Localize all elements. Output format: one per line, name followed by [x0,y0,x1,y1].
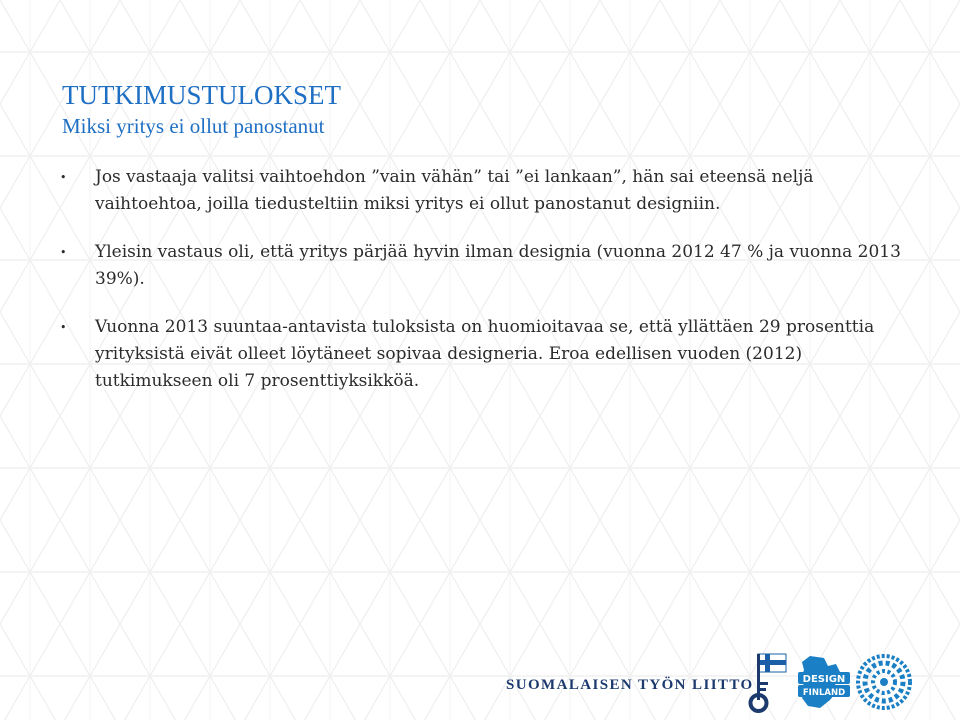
bullet-text: Vuonna 2013 suuntaa-antavista tuloksista on huomioitavaa se, että yllättäen 29 prosenttia yrityksistä eivät olleet löytäneet sopivaa designeria. Eroa edellisen vuoden (2012) tutkimukseen oli 7 prosenttiyksikköä. [95,317,875,391]
bullet-icon: • [60,321,67,334]
slide-title: TUTKIMUSTULOKSET [62,80,341,110]
bullet-item [60,314,910,395]
bullet-list [60,164,910,416]
bullet-item [60,164,910,218]
bullet-item [60,239,910,293]
rosette-logo [856,654,912,710]
svg-text:DESIGN: DESIGN [802,674,846,685]
svg-text:FINLAND: FINLAND [802,688,846,698]
bullet-text: Jos vastaaja valitsi vaihtoehdon ”vain vähän” tai ”ei lankaan”, hän sai eteensä neljä vaihtoehtoa, joilla tiedusteltiin miksi yritys ei ollut panostanut designiin. [95,167,814,214]
bullet-icon: • [60,171,67,184]
bullet-icon: • [60,246,67,259]
bullet-text: Yleisin vastaus oli, että yritys pärjää hyvin ilman designia (vuonna 2012 47 % ja vuonna 2013 39%). [95,242,901,289]
design-finland-logo [790,654,854,710]
flag-key-icon [744,652,788,714]
organization-name: SUOMALAISEN TYÖN LIITTO [506,677,754,693]
slide-subtitle: Miksi yritys ei ollut panostanut [62,114,325,138]
